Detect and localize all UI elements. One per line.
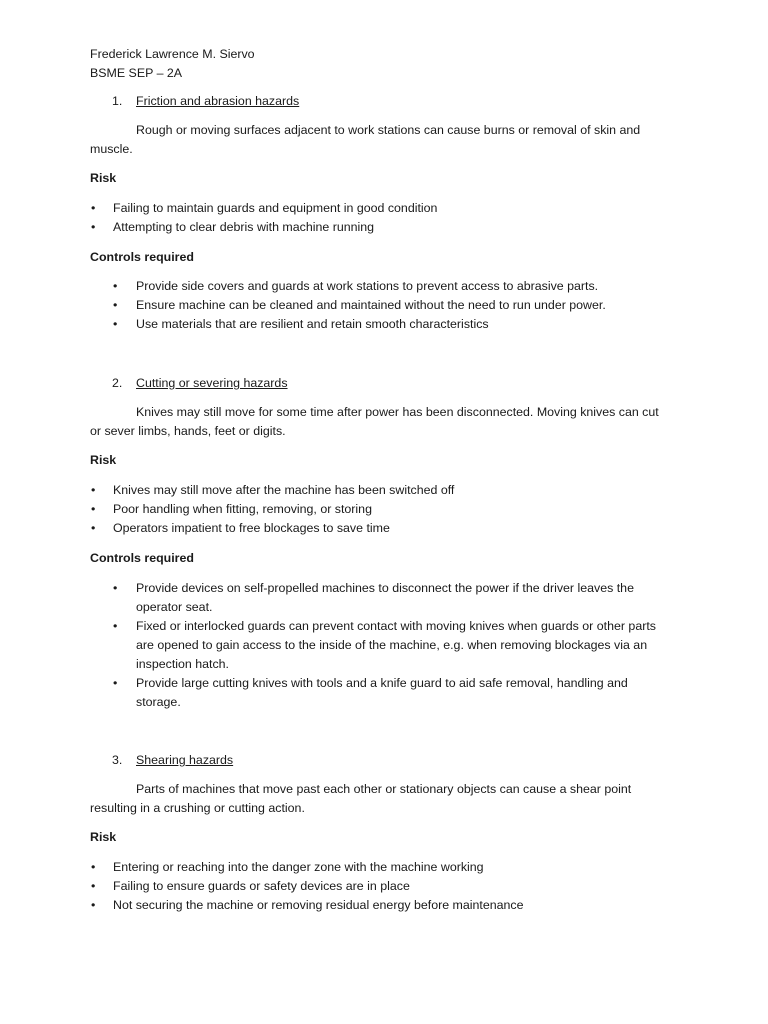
bullet-icon: • bbox=[91, 220, 96, 234]
list-item bbox=[90, 199, 650, 218]
list-item bbox=[90, 218, 650, 237]
list-item bbox=[112, 674, 672, 712]
section-2-risk-list bbox=[90, 481, 650, 538]
risk-text: Attempting to clear debris with machine running bbox=[113, 220, 375, 234]
section-3-heading bbox=[112, 751, 233, 769]
control-text: Use materials that are resilient and retain smooth characteristics bbox=[136, 317, 489, 331]
section-3-risk-list bbox=[90, 858, 650, 915]
control-text: Fixed or interlocked guards can prevent contact with moving knives when guards or other parts are opened to gain access to the inside of the machine, e.g. when removing blockages via an inspection hatch. bbox=[136, 619, 656, 671]
bullet-icon: • bbox=[113, 581, 118, 595]
control-text: Provide devices on self-propelled machines to disconnect the power if the driver leaves the operator seat. bbox=[136, 581, 634, 614]
list-item bbox=[112, 617, 672, 674]
bullet-icon: • bbox=[113, 298, 118, 312]
list-item bbox=[90, 481, 650, 500]
bullet-icon: • bbox=[91, 502, 96, 516]
risk-text: Operators impatient to free blockages to save time bbox=[113, 521, 390, 535]
control-text: Provide large cutting knives with tools and a knife guard to aid safe removal, handling and storage. bbox=[136, 676, 628, 709]
list-item bbox=[90, 858, 650, 877]
risk-text: Not securing the machine or removing residual energy before maintenance bbox=[113, 898, 524, 912]
author-name: Frederick Lawrence M. Siervo bbox=[90, 47, 255, 61]
bullet-icon: • bbox=[113, 619, 118, 633]
bullet-icon: • bbox=[91, 521, 96, 535]
risk-text: Poor handling when fitting, removing, or storing bbox=[113, 502, 372, 516]
section-2-controls-list bbox=[112, 579, 672, 712]
risk-text: Entering or reaching into the danger zone with the machine working bbox=[113, 860, 484, 874]
list-item bbox=[90, 877, 650, 896]
section-1-risk-list bbox=[90, 199, 650, 237]
list-item bbox=[90, 519, 650, 538]
bullet-icon: • bbox=[91, 898, 96, 912]
section-1-controls-list bbox=[112, 277, 672, 334]
section-3-risk-label: Risk bbox=[90, 830, 117, 844]
list-item bbox=[112, 579, 672, 617]
risk-text: Failing to maintain guards and equipment in good condition bbox=[113, 201, 438, 215]
section-2-risk-label: Risk bbox=[90, 453, 117, 467]
section-1-description: Rough or moving surfaces adjacent to work stations can cause burns or removal of skin and muscle. bbox=[90, 123, 641, 156]
section-1-controls-label: Controls required bbox=[90, 250, 194, 264]
list-item bbox=[112, 315, 672, 334]
section-2-controls-label: Controls required bbox=[90, 551, 194, 565]
list-item bbox=[112, 277, 672, 296]
list-item bbox=[112, 296, 672, 315]
bullet-icon: • bbox=[113, 279, 118, 293]
control-text: Ensure machine can be cleaned and maintained without the need to run under power. bbox=[136, 298, 606, 312]
section-2-heading bbox=[112, 374, 288, 392]
section-3-description: Parts of machines that move past each other or stationary objects can cause a shear point resulting in a crushing or cutting action. bbox=[90, 782, 632, 815]
list-item bbox=[90, 500, 650, 519]
course-section: BSME SEP – 2A bbox=[90, 66, 183, 80]
bullet-icon: • bbox=[113, 317, 118, 331]
section-title: Shearing hazards bbox=[136, 753, 234, 767]
risk-text: Knives may still move after the machine has been switched off bbox=[113, 483, 455, 497]
bullet-icon: • bbox=[91, 201, 96, 215]
section-title: Friction and abrasion hazards bbox=[136, 94, 300, 108]
section-1-heading bbox=[112, 92, 299, 110]
bullet-icon: • bbox=[91, 860, 96, 874]
section-1-risk-label: Risk bbox=[90, 171, 117, 185]
bullet-icon: • bbox=[91, 879, 96, 893]
bullet-icon: • bbox=[113, 676, 118, 690]
section-number: 1. bbox=[112, 94, 123, 108]
section-2-description: Knives may still move for some time after power has been disconnected. Moving knives can cut or sever limbs, hands, feet or digits. bbox=[90, 405, 659, 438]
section-number: 2. bbox=[112, 376, 123, 390]
section-number: 3. bbox=[112, 753, 123, 767]
section-title: Cutting or severing hazards bbox=[136, 376, 288, 390]
list-item bbox=[90, 896, 650, 915]
risk-text: Failing to ensure guards or safety devices are in place bbox=[113, 879, 410, 893]
bullet-icon: • bbox=[91, 483, 96, 497]
control-text: Provide side covers and guards at work stations to prevent access to abrasive parts. bbox=[136, 279, 599, 293]
